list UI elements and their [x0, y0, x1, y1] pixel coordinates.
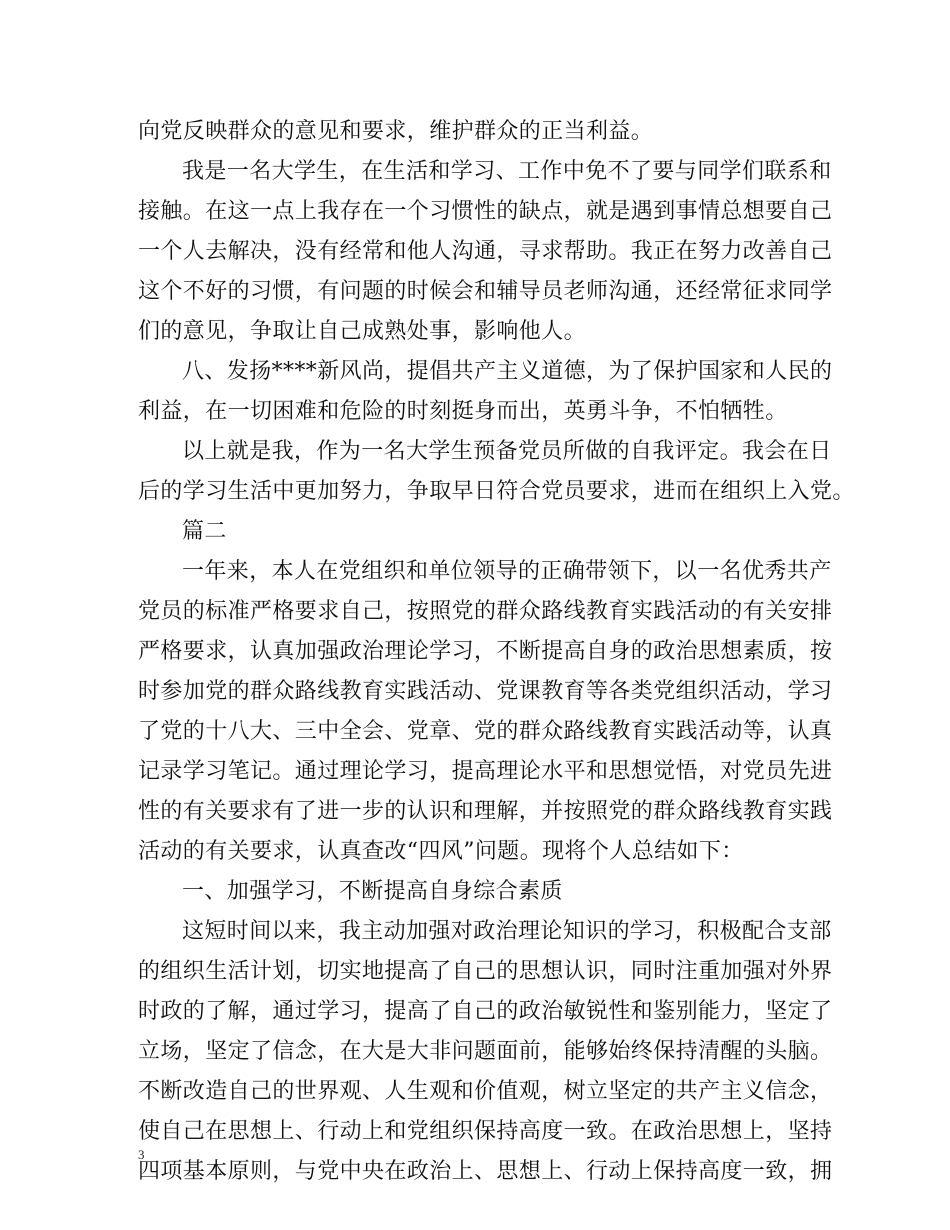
text-line: 时参加党的群众路线教育实践活动、党课教育等各类党组织活动，学习: [138, 679, 833, 704]
subsection-heading: 一、加强学习，不断提高自身综合素质: [182, 879, 563, 904]
text-line: 活动的有关要求，认真查改“四风”问题。现将个人总结如下：: [138, 839, 744, 864]
text-line: 一年来，本人在党组织和单位领导的正确带领下，以一名优秀共产: [182, 559, 832, 584]
text-line: 时政的了解，通过学习，提高了自己的政治敏锐性和鉴别能力，坚定了: [138, 999, 833, 1024]
text-line: 后的学习生活中更加努力，争取早日符合党员要求，进而在组织上入党。: [138, 479, 855, 504]
text-line: 八、发扬****新风尚，提倡共产主义道德，为了保护国家和人民的: [182, 359, 833, 384]
text-line: 接触。在这一点上我存在一个习惯性的缺点，就是遇到事情总想要自己: [138, 199, 833, 224]
text-line: 不断改造自己的世界观、人生观和价值观，树立坚定的共产主义信念，: [138, 1079, 833, 1104]
text-line: 一个人去解决，没有经常和他人沟通，寻求帮助。我正在努力改善自己: [138, 239, 833, 264]
text-line: 性的有关要求有了进一步的认识和理解，并按照党的群众路线教育实践: [138, 799, 833, 824]
text-line: 了党的十八大、三中全会、党章、党的群众路线教育实践活动等，认真: [138, 719, 833, 744]
text-line: 利益，在一切困难和危险的时刻挺身而出，英勇斗争，不怕牺牲。: [138, 399, 788, 424]
page-number: 3: [138, 1147, 145, 1162]
text-line: 的组织生活计划，切实地提高了自己的思想认识，同时注重加强对外界: [138, 959, 833, 984]
text-line: 记录学习笔记。通过理论学习，提高理论水平和思想觉悟，对党员先进: [138, 759, 833, 784]
text-line: 使自己在思想上、行动上和党组织保持高度一致。在政治思想上，坚持: [138, 1119, 833, 1144]
text-line: 立场，坚定了信念，在大是大非问题面前，能够始终保持清醒的头脑。: [138, 1039, 833, 1064]
text-line: 党员的标准严格要求自己，按照党的群众路线教育实践活动的有关安排: [138, 599, 833, 624]
text-line: 们的意见，争取让自己成熟处事，影响他人。: [138, 319, 587, 344]
document-body: [138, 112, 855, 1192]
text-line: 这短时间以来，我主动加强对政治理论知识的学习，积极配合支部: [182, 919, 832, 944]
text-line: 我是一名大学生，在生活和学习、工作中免不了要与同学们联系和: [182, 159, 832, 184]
text-line: 严格要求，认真加强政治理论学习，不断提高自身的政治思想素质，按: [138, 639, 833, 664]
text-line: 向党反映群众的意见和要求，维护群众的正当利益。: [138, 119, 654, 144]
text-line: 四项基本原则，与党中央在政治上、思想上、行动上保持高度一致，拥: [138, 1159, 833, 1184]
text-line: 以上就是我，作为一名大学生预备党员所做的自我评定。我会在日: [182, 439, 832, 464]
section-heading: 篇二: [182, 519, 227, 544]
text-line: 这个不好的习惯，有问题的时候会和辅导员老师沟通，还经常征求同学: [138, 279, 833, 304]
